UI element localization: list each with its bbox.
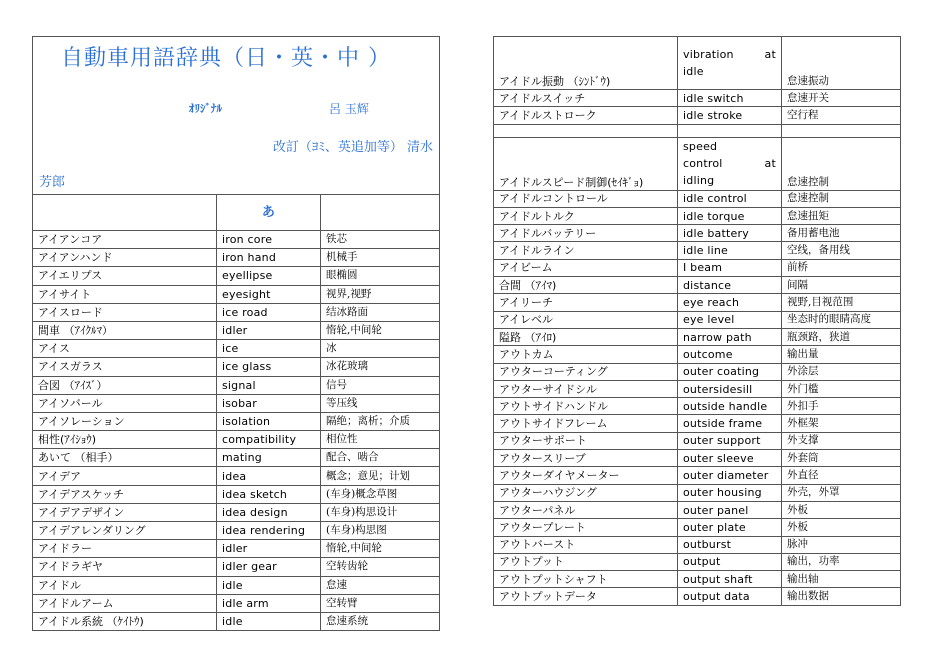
glossary-row xyxy=(494,519,901,536)
glossary-row xyxy=(494,571,901,588)
japanese-term: アイデアレンダリング xyxy=(33,522,217,540)
chinese-term: 外支撑 xyxy=(782,432,901,449)
glossary-row xyxy=(33,231,440,249)
english-term: idle line xyxy=(678,242,782,259)
chinese-term: 怠速控制 xyxy=(782,137,901,190)
english-term: idler xyxy=(217,321,321,339)
english-term: idle xyxy=(217,612,321,630)
english-term: idle control xyxy=(678,190,782,207)
japanese-term: アイデアスケッチ xyxy=(33,485,217,503)
english-term: outersidesill xyxy=(678,380,782,397)
english-term: outer sleeve xyxy=(678,450,782,467)
english-term: idler gear xyxy=(217,558,321,576)
chinese-term: 空行程 xyxy=(782,107,901,124)
english-term: outer support xyxy=(678,432,782,449)
japanese-term: アイドルスイッチ xyxy=(494,90,678,107)
chinese-term: 信号 xyxy=(321,376,440,394)
english-term: eye reach xyxy=(678,294,782,311)
chinese-term: 坐态时的眼睛高度 xyxy=(782,311,901,328)
english-term: I beam xyxy=(678,259,782,276)
glossary-row xyxy=(33,449,440,467)
japanese-term: アウトプットデータ xyxy=(494,588,678,605)
japanese-term: アイドルトルク xyxy=(494,207,678,224)
chinese-term: 前桥 xyxy=(782,259,901,276)
chinese-term: 视界,视野 xyxy=(321,285,440,303)
glossary-row xyxy=(494,450,901,467)
glossary-row xyxy=(33,467,440,485)
japanese-term: アイスロード xyxy=(33,303,217,321)
glossary-row xyxy=(494,90,901,107)
glossary-row xyxy=(33,431,440,449)
glossary-row xyxy=(494,380,901,397)
glossary-row xyxy=(33,594,440,612)
chinese-term: 机械手 xyxy=(321,249,440,267)
japanese-term: アウトサイドハンドル xyxy=(494,398,678,415)
chinese-term: 备用蓄电池 xyxy=(782,225,901,242)
chinese-term: 外扣手 xyxy=(782,398,901,415)
japanese-term: 合図 （ｱｲｽﾞ） xyxy=(33,376,217,394)
chinese-term: 瓶颈路，狭道 xyxy=(782,328,901,345)
glossary-row xyxy=(494,225,901,242)
japanese-term: アイドルストローク xyxy=(494,107,678,124)
glossary-row xyxy=(494,37,901,90)
chinese-term: 怠速系统 xyxy=(321,612,440,630)
header-cell-cn xyxy=(321,195,440,231)
glossary-row xyxy=(33,249,440,267)
japanese-term: アイドルスピード制御(ｾｲｷﾞｮ) xyxy=(494,137,678,190)
glossary-row xyxy=(494,107,901,124)
english-term: idle battery xyxy=(678,225,782,242)
english-term: isolation xyxy=(217,412,321,430)
english-term: iron hand xyxy=(217,249,321,267)
japanese-term: アイレベル xyxy=(494,311,678,328)
chinese-term: 惰轮,中间轮 xyxy=(321,321,440,339)
glossary-row xyxy=(494,242,901,259)
glossary-row xyxy=(33,358,440,376)
glossary-row xyxy=(494,328,901,345)
japanese-term: アウターハウジング xyxy=(494,484,678,501)
japanese-term: アイドル xyxy=(33,576,217,594)
glossary-row xyxy=(33,576,440,594)
chinese-term: 外板 xyxy=(782,501,901,518)
glossary-row xyxy=(33,503,440,521)
revised-label: 改訂（ﾖﾐ、英追加等） 清水 xyxy=(272,140,433,155)
english-term: ice road xyxy=(217,303,321,321)
english-word: at xyxy=(764,157,776,171)
chinese-term: 外壳，外罩 xyxy=(782,484,901,501)
glossary-row xyxy=(33,394,440,412)
japanese-term: アイアンコア xyxy=(33,231,217,249)
english-term-line xyxy=(683,46,776,63)
japanese-term: 相性(ｱｲｼｮｳ) xyxy=(33,431,217,449)
glossary-row xyxy=(33,540,440,558)
japanese-term: アイスガラス xyxy=(33,358,217,376)
glossary-row xyxy=(33,376,440,394)
japanese-term: アウトサイドフレーム xyxy=(494,415,678,432)
glossary-row xyxy=(33,522,440,540)
chinese-term: 怠速开关 xyxy=(782,90,901,107)
english-term: eye level xyxy=(678,311,782,328)
glossary-row xyxy=(33,285,440,303)
english-term: output data xyxy=(678,588,782,605)
glossary-row xyxy=(494,294,901,311)
english-term-line xyxy=(683,155,776,172)
glossary-row xyxy=(494,501,901,518)
glossary-row xyxy=(494,536,901,553)
japanese-term: アウトバースト xyxy=(494,536,678,553)
chinese-term: 等压线 xyxy=(321,394,440,412)
english-term: output shaft xyxy=(678,571,782,588)
chinese-term: 外框架 xyxy=(782,415,901,432)
chinese-term xyxy=(782,124,901,137)
chinese-term: 空转臂 xyxy=(321,594,440,612)
glossary-row xyxy=(33,321,440,339)
chinese-term: 相位性 xyxy=(321,431,440,449)
glossary-row xyxy=(33,485,440,503)
chinese-term: (车身)构思设计 xyxy=(321,503,440,521)
chinese-term: 外直径 xyxy=(782,467,901,484)
english-term: idle xyxy=(217,576,321,594)
english-term: idea rendering xyxy=(217,522,321,540)
chinese-term: 外门槛 xyxy=(782,380,901,397)
english-word: vibration xyxy=(683,48,734,61)
chinese-term: 输出量 xyxy=(782,346,901,363)
japanese-term: あいて （相手） xyxy=(33,449,217,467)
dictionary-title: 自動車用語辞典（日・英・中 ） xyxy=(61,46,391,71)
glossary-row xyxy=(33,558,440,576)
glossary-row xyxy=(494,207,901,224)
glossary-row xyxy=(494,484,901,501)
chinese-term: (车身)构思图 xyxy=(321,522,440,540)
right-glossary-table xyxy=(493,36,901,606)
glossary-row xyxy=(33,303,440,321)
english-term: ice glass xyxy=(217,358,321,376)
original-author: 呂 玉辉 xyxy=(329,102,369,116)
english-term xyxy=(678,137,782,190)
japanese-term: 隘路 （ｱｲﾛ) xyxy=(494,328,678,345)
glossary-row xyxy=(494,588,901,605)
chinese-term: 结冰路面 xyxy=(321,303,440,321)
japanese-term: アイソバール xyxy=(33,394,217,412)
chinese-term: 怠速扭矩 xyxy=(782,207,901,224)
english-term: narrow path xyxy=(678,328,782,345)
japanese-term: アウトカム xyxy=(494,346,678,363)
glossary-row xyxy=(494,415,901,432)
japanese-term: アイドラー xyxy=(33,540,217,558)
glossary-row xyxy=(494,311,901,328)
chinese-term: 惰轮,中间轮 xyxy=(321,540,440,558)
chinese-term: 外板 xyxy=(782,519,901,536)
japanese-term: アイリーチ xyxy=(494,294,678,311)
japanese-term: アイドルコントロール xyxy=(494,190,678,207)
japanese-term: 間車 （ｱｲｸﾙﾏ） xyxy=(33,321,217,339)
glossary-row xyxy=(33,340,440,358)
japanese-term xyxy=(494,124,678,137)
japanese-term: アイデア xyxy=(33,467,217,485)
english-term: iron core xyxy=(217,231,321,249)
english-term: idle switch xyxy=(678,90,782,107)
english-term: outer plate xyxy=(678,519,782,536)
kana-heading: あ xyxy=(217,195,321,231)
english-term: outer diameter xyxy=(678,467,782,484)
english-term xyxy=(678,124,782,137)
japanese-term: アイドルライン xyxy=(494,242,678,259)
chinese-term: 怠速 xyxy=(321,576,440,594)
chinese-term: 冰 xyxy=(321,340,440,358)
english-term: eyellipse xyxy=(217,267,321,285)
japanese-term: アイソレーション xyxy=(33,412,217,430)
glossary-row xyxy=(494,432,901,449)
chinese-term: 隔绝；离析；介质 xyxy=(321,412,440,430)
original-label: ｵﾘｼﾞﾅﾙ xyxy=(189,102,222,115)
japanese-term: アウトプット xyxy=(494,553,678,570)
english-term: eyesight xyxy=(217,285,321,303)
english-term: idle arm xyxy=(217,594,321,612)
japanese-term: アイビーム xyxy=(494,259,678,276)
english-term-line: idling xyxy=(683,174,715,188)
chinese-term: 冰花玻璃 xyxy=(321,358,440,376)
english-term: idea xyxy=(217,467,321,485)
english-term: distance xyxy=(678,277,782,294)
japanese-term: 合間 （ｱｲﾏ) xyxy=(494,277,678,294)
chinese-term: 视野,目视范围 xyxy=(782,294,901,311)
japanese-term: アイドルバッテリー xyxy=(494,225,678,242)
english-term-line: speed xyxy=(683,140,718,154)
english-word: at xyxy=(764,48,776,61)
chinese-term: (车身)概念草图 xyxy=(321,485,440,503)
chinese-term: 概念；意见；计划 xyxy=(321,467,440,485)
kana-header-row xyxy=(33,195,440,231)
english-term: mating xyxy=(217,449,321,467)
english-term: isobar xyxy=(217,394,321,412)
chinese-term: 外涂层 xyxy=(782,363,901,380)
english-term: idea design xyxy=(217,503,321,521)
english-term: signal xyxy=(217,376,321,394)
chinese-term: 输出，功率 xyxy=(782,553,901,570)
glossary-row xyxy=(494,398,901,415)
japanese-term: アイエリプス xyxy=(33,267,217,285)
title-block xyxy=(32,36,440,194)
english-term: ice xyxy=(217,340,321,358)
english-term: idler xyxy=(217,540,321,558)
english-term: output xyxy=(678,553,782,570)
glossary-row xyxy=(33,267,440,285)
header-cell-jp xyxy=(33,195,217,231)
english-term: outer coating xyxy=(678,363,782,380)
english-term: idle stroke xyxy=(678,107,782,124)
chinese-term: 配合、啮合 xyxy=(321,449,440,467)
chinese-term: 铁芯 xyxy=(321,231,440,249)
japanese-term: アウトプットシャフト xyxy=(494,571,678,588)
japanese-term: アウターサポート xyxy=(494,432,678,449)
chinese-term: 脉冲 xyxy=(782,536,901,553)
revised-author: 芳郎 xyxy=(39,175,66,190)
glossary-row xyxy=(494,124,901,137)
chinese-term: 输出数据 xyxy=(782,588,901,605)
japanese-term: アウタースリーブ xyxy=(494,450,678,467)
english-term: outcome xyxy=(678,346,782,363)
chinese-term: 输出轴 xyxy=(782,571,901,588)
japanese-term: アイサイト xyxy=(33,285,217,303)
glossary-row xyxy=(494,190,901,207)
english-term-line: idle xyxy=(683,65,704,78)
english-term: outer housing xyxy=(678,484,782,501)
japanese-term: アイドル振動 （ｼﾝﾄﾞｳ) xyxy=(494,37,678,90)
glossary-row xyxy=(494,259,901,276)
chinese-term: 眼椭圆 xyxy=(321,267,440,285)
glossary-row xyxy=(494,467,901,484)
glossary-row xyxy=(33,612,440,630)
japanese-term: アイアンハンド xyxy=(33,249,217,267)
glossary-row xyxy=(494,363,901,380)
glossary-row xyxy=(494,277,901,294)
english-term: compatibility xyxy=(217,431,321,449)
glossary-row xyxy=(494,553,901,570)
right-page xyxy=(493,36,901,606)
chinese-term: 怠速控制 xyxy=(782,190,901,207)
english-term: idle torque xyxy=(678,207,782,224)
glossary-row xyxy=(494,137,901,190)
english-term: outside frame xyxy=(678,415,782,432)
left-glossary-table xyxy=(32,194,440,631)
chinese-term: 间隔 xyxy=(782,277,901,294)
japanese-term: アウターサイドシル xyxy=(494,380,678,397)
english-word: control xyxy=(683,157,723,171)
glossary-row xyxy=(33,412,440,430)
english-term: outburst xyxy=(678,536,782,553)
chinese-term: 空转齿轮 xyxy=(321,558,440,576)
japanese-term: アウターパネル xyxy=(494,501,678,518)
english-term: idea sketch xyxy=(217,485,321,503)
japanese-term: アイドラギヤ xyxy=(33,558,217,576)
english-term xyxy=(678,37,782,90)
chinese-term: 怠速振动 xyxy=(782,37,901,90)
japanese-term: アウタープレート xyxy=(494,519,678,536)
english-term: outer panel xyxy=(678,501,782,518)
japanese-term: アウターコーティング xyxy=(494,363,678,380)
left-page xyxy=(32,36,440,631)
english-term: outside handle xyxy=(678,398,782,415)
chinese-term: 空线，备用线 xyxy=(782,242,901,259)
japanese-term: アイデアデザイン xyxy=(33,503,217,521)
japanese-term: アイドル系統 （ｹｲﾄｳ) xyxy=(33,612,217,630)
japanese-term: アウターダイヤメーター xyxy=(494,467,678,484)
chinese-term: 外套筒 xyxy=(782,450,901,467)
japanese-term: アイドルアーム xyxy=(33,594,217,612)
japanese-term: アイス xyxy=(33,340,217,358)
glossary-row xyxy=(494,346,901,363)
